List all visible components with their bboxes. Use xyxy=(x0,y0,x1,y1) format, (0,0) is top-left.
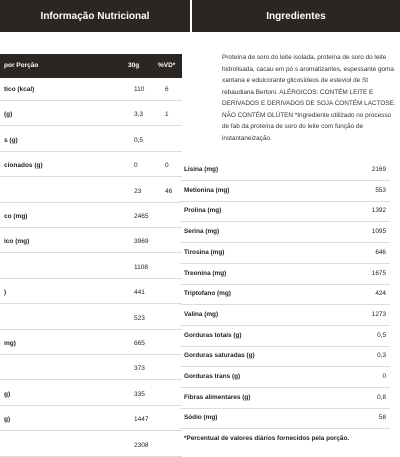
amino-row-label: Triptofano (mg) xyxy=(184,290,231,298)
nutrition-row xyxy=(0,309,182,330)
nutrition-row-30g: 335 xyxy=(134,390,145,398)
amino-row xyxy=(180,367,390,388)
amino-row-label: Gorduras totais (g) xyxy=(184,331,242,339)
nutrition-row xyxy=(0,232,182,253)
nutrition-row xyxy=(0,359,182,380)
nutrition-row-label: ) xyxy=(4,289,7,297)
amino-row xyxy=(180,160,390,181)
nutrition-row-label: g) xyxy=(4,390,11,398)
amino-row-value: 1095 xyxy=(371,228,386,236)
nutrition-row-30g: 2308 xyxy=(134,441,149,449)
nutrition-row xyxy=(0,80,182,101)
amino-row xyxy=(180,388,390,409)
amino-row-label: Fibras alimentares (g) xyxy=(184,393,251,401)
nutrition-row xyxy=(0,334,182,355)
amino-row-label: Lisina (mg) xyxy=(184,166,219,173)
nutrition-row-30g: 3,3 xyxy=(134,111,144,119)
amino-row-value: 646 xyxy=(375,248,386,256)
amino-row-label: Sódio (mg) xyxy=(184,414,218,422)
amino-row xyxy=(180,243,390,264)
nutrition-header xyxy=(0,0,190,32)
nutrition-row xyxy=(0,385,182,406)
amino-row-value: 0 xyxy=(382,373,386,380)
amino-row-label: Gorduras saturadas (g) xyxy=(184,352,255,360)
amino-row-label: Treonina (mg) xyxy=(184,269,227,277)
nutrition-row-30g: 0,5 xyxy=(134,136,144,144)
amino-row-value: 0,5 xyxy=(377,331,386,339)
nutrition-row xyxy=(0,283,182,304)
nutrition-row-30g: 1108 xyxy=(134,263,148,271)
nutrition-row-label: ico (mg) xyxy=(4,238,30,246)
nutrition-row-label: (g) xyxy=(4,111,13,119)
amino-row xyxy=(180,326,390,347)
amino-row-value: 1675 xyxy=(371,269,386,277)
amino-row-value: 1392 xyxy=(371,207,386,215)
nutrition-row-vd: 6 xyxy=(165,86,169,93)
nutrition-row xyxy=(0,207,182,228)
nutrition-row-30g: 0 xyxy=(134,162,138,170)
amino-row-value: 58 xyxy=(378,414,386,422)
nutrition-row xyxy=(0,410,182,431)
nutrition-row-30g: 23 xyxy=(134,187,142,195)
nutrition-row xyxy=(0,436,182,457)
amino-row-value: 2169 xyxy=(371,166,386,173)
amino-row-label: Valina (mg) xyxy=(184,310,219,318)
amino-row-label: Serina (mg) xyxy=(184,228,220,236)
amino-row xyxy=(180,181,390,202)
amino-row xyxy=(180,264,390,285)
amino-row-label: Prolina (mg) xyxy=(184,207,222,215)
amino-row xyxy=(180,305,390,326)
amino-row-value: 0,3 xyxy=(377,352,386,360)
nutrition-row-vd: 46 xyxy=(165,187,173,195)
nutrition-row-30g: 523 xyxy=(134,314,145,322)
amino-row-value: 553 xyxy=(375,186,386,194)
nutrition-row-30g: 441 xyxy=(134,289,145,297)
nutrition-row-label: tico (kcal) xyxy=(4,86,35,93)
col-vd: %VD* xyxy=(158,62,176,69)
ingredients-text: Proteína de soro do leite isolada, proteína de soro do leite hidrolisada, cacau em pó s aromatizantes, espessante goma xantana e edulcorante glicosídeos de esteviol de St rebaudiana Bertoni. ALÉRGICOS: CONTÉM LEITE E DERIVADOS E DERIVADOS DE SOJA CONTÉM LACTOSE. NÃO CONTÉM GLÚTEN *Ingrediente utilizado no processo de fab da proteína de soro do leite com função de instantaneização. xyxy=(222,54,396,142)
nutrition-row xyxy=(0,258,182,279)
nutrition-row xyxy=(0,105,182,126)
nutrition-table-header xyxy=(0,54,182,78)
ingredients-header xyxy=(192,0,400,32)
nutrition-row-label: g) xyxy=(4,416,11,424)
footnote: *Percentual de valores diários fornecidos pela porção. xyxy=(184,435,350,442)
col-30g: 30g xyxy=(128,62,140,69)
nutrition-row-30g: 3969 xyxy=(134,238,149,246)
ingredients-header-title: Ingredientes xyxy=(266,10,326,22)
col-portion: por Porção xyxy=(4,62,39,69)
amino-row-label: Tirosina (mg) xyxy=(184,248,225,256)
amino-row xyxy=(180,222,390,243)
nutrition-row-label: mg) xyxy=(4,340,16,347)
nutrition-row xyxy=(0,156,182,177)
nutrition-row xyxy=(0,182,182,203)
nutrition-row-vd: 1 xyxy=(165,111,169,119)
nutrition-row-30g: 373 xyxy=(134,365,145,373)
nutrition-header-title: Informação Nutricional xyxy=(40,10,150,22)
amino-row-value: 1273 xyxy=(371,310,386,318)
nutrition-row-label: co (mg) xyxy=(4,213,28,220)
nutrition-row-30g: 1447 xyxy=(134,416,149,424)
amino-row-label: Metionina (mg) xyxy=(184,186,230,194)
nutrition-row-30g: 110 xyxy=(134,86,145,93)
amino-row-value: 424 xyxy=(375,290,386,298)
nutrition-row-label: s (g) xyxy=(4,136,18,144)
amino-row xyxy=(180,408,390,429)
amino-row xyxy=(180,346,390,367)
amino-row xyxy=(180,284,390,305)
nutrition-row-vd: 0 xyxy=(165,162,169,170)
nutrition-row-30g: 665 xyxy=(134,340,145,347)
nutrition-row-30g: 2465 xyxy=(134,213,149,220)
nutrition-row-label: cionados (g) xyxy=(4,162,43,170)
amino-row-value: 0,8 xyxy=(377,393,386,401)
nutrition-row xyxy=(0,131,182,152)
amino-row-label: Gorduras trans (g) xyxy=(184,373,241,380)
amino-row xyxy=(180,201,390,222)
